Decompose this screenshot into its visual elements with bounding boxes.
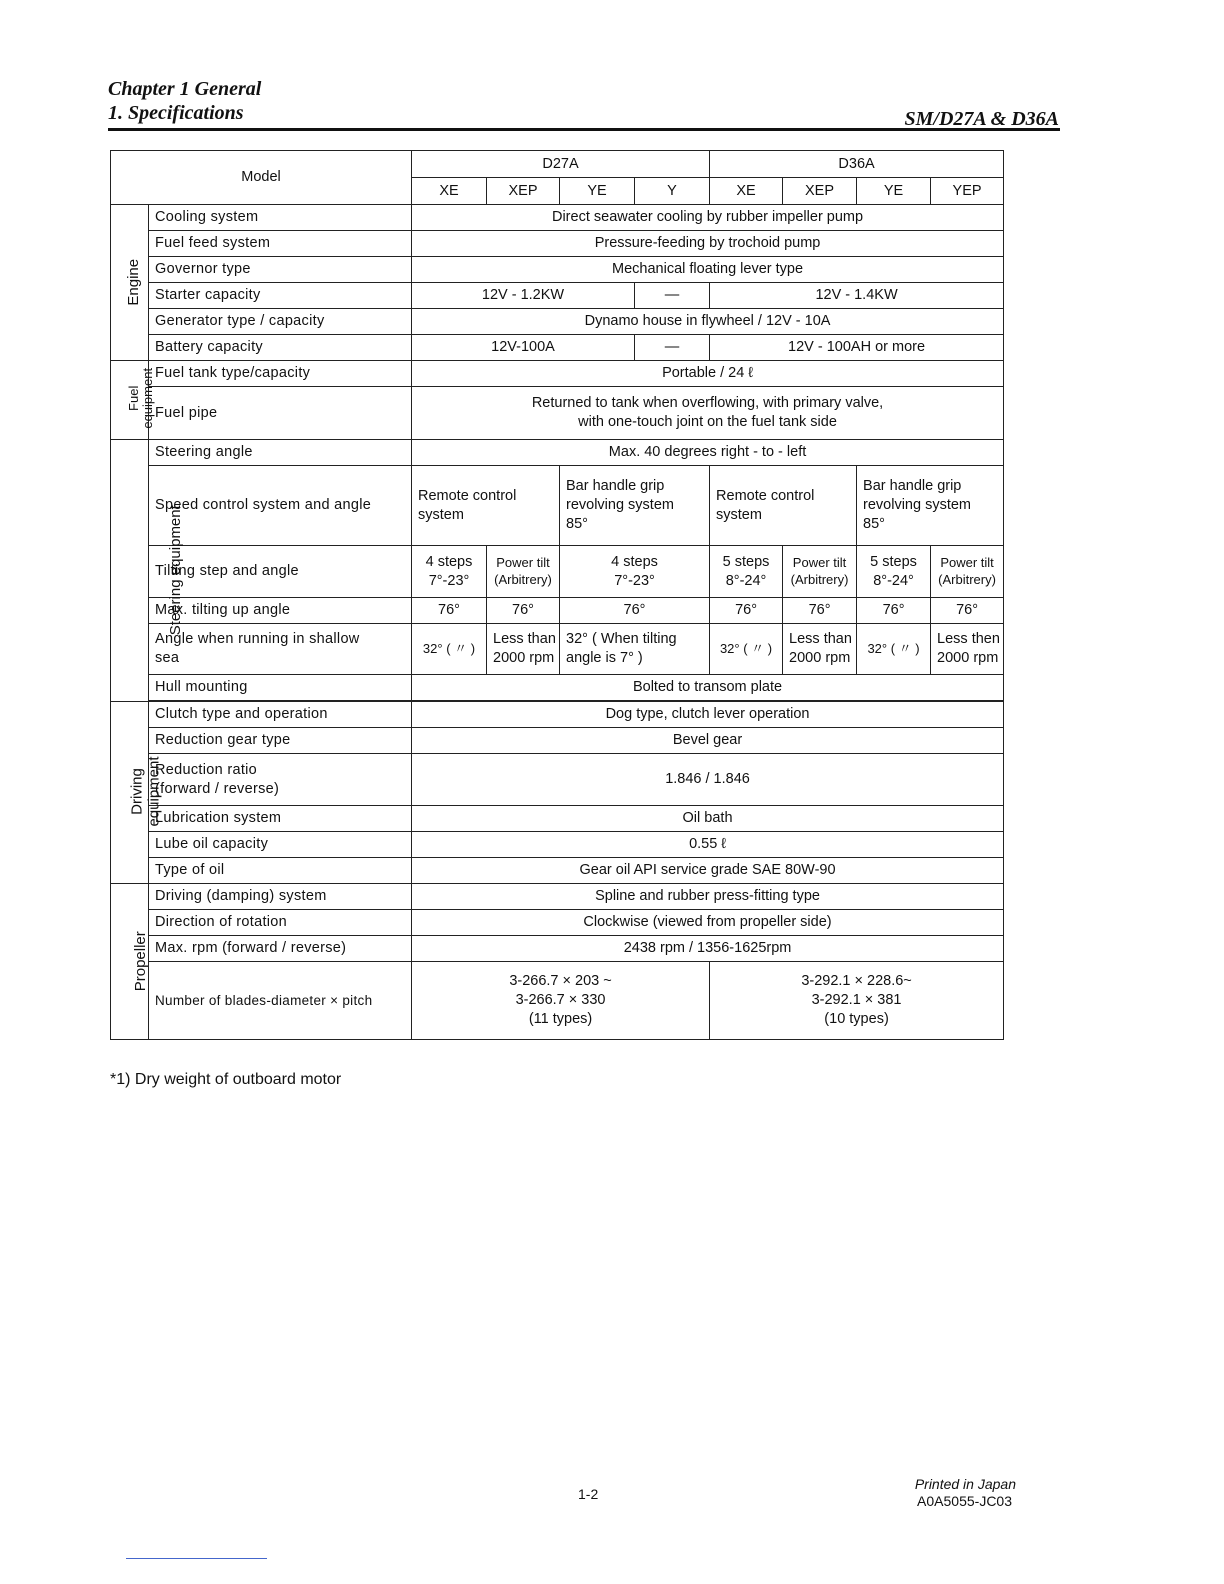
row-value: 4 steps 7°-23° <box>412 546 487 598</box>
row-value: 12V - 100AH or more <box>710 335 1004 361</box>
row-value: Spline and rubber press-fitting type <box>412 884 1004 910</box>
row-value: Bar handle grip revolving system 85° <box>857 466 1004 546</box>
row-value: 76° <box>710 598 783 624</box>
variant-header: XEP <box>487 178 560 205</box>
row-label: Max. rpm (forward / reverse) <box>149 936 412 962</box>
table-row <box>111 754 1004 806</box>
table-row <box>111 387 1004 440</box>
chapter-title: Chapter 1 General <box>108 78 262 100</box>
variant-header: YEP <box>931 178 1004 205</box>
row-label: Tilting step and angle <box>149 546 412 598</box>
model-label: Model <box>111 151 412 205</box>
row-label: Clutch type and operation <box>149 702 412 728</box>
row-value: Less then 2000 rpm <box>931 624 1004 675</box>
row-value: Mechanical floating lever type <box>412 257 1004 283</box>
row-value: Returned to tank when overflowing, with primary valve, with one-touch joint on the fuel tank side <box>412 387 1004 440</box>
row-value: 3-266.7 × 203 ~ 3-266.7 × 330 (11 types) <box>412 962 710 1040</box>
row-value: 12V - 1.2KW <box>412 283 635 309</box>
row-value: Power tilt (Arbitrery) <box>783 546 857 598</box>
row-value: Dog type, clutch lever operation <box>412 702 1004 728</box>
printed-in: Printed in Japan <box>914 1476 1016 1492</box>
table-row <box>111 728 1004 754</box>
row-label: Steering angle <box>149 440 412 466</box>
variant-header: XEP <box>783 178 857 205</box>
row-value: Pressure-feeding by trochoid pump <box>412 231 1004 257</box>
table-row <box>111 151 1004 178</box>
section-title: 1. Specifications <box>108 102 244 124</box>
row-value: 12V-100A <box>412 335 635 361</box>
row-value: 32° ( When tilting angle is 7° ) <box>560 624 710 675</box>
row-value: 76° <box>857 598 931 624</box>
row-value: 32° ( 〃 ) <box>857 624 931 675</box>
footnote: *1) Dry weight of outboard motor <box>110 1071 342 1088</box>
table-row <box>111 231 1004 257</box>
row-value: Bevel gear <box>412 728 1004 754</box>
table-row <box>111 962 1004 1040</box>
d36a-header: D36A <box>710 151 1004 178</box>
row-label: Angle when running in shallow sea <box>149 624 412 675</box>
group-driving-equipment: Driving equipment <box>111 702 149 884</box>
table-row <box>111 702 1004 728</box>
row-value: Remote control system <box>412 466 560 546</box>
variant-header: YE <box>857 178 931 205</box>
row-label: Lubrication system <box>149 806 412 832</box>
d27a-header: D27A <box>412 151 710 178</box>
table-row <box>111 361 1004 387</box>
model-header: SM/D27A & D36A <box>904 108 1059 130</box>
specifications-table <box>110 150 1004 1040</box>
row-label: Governor type <box>149 257 412 283</box>
table-row <box>111 806 1004 832</box>
table-row <box>111 283 1004 309</box>
row-value: Power tilt (Arbitrery) <box>931 546 1004 598</box>
table-row <box>111 936 1004 962</box>
row-value: 5 steps 8°-24° <box>710 546 783 598</box>
group-engine: Engine <box>111 205 149 361</box>
table-row <box>111 624 1004 675</box>
variant-header: XE <box>710 178 783 205</box>
row-value: Remote control system <box>710 466 857 546</box>
row-label: Driving (damping) system <box>149 884 412 910</box>
row-value: 0.55 ℓ <box>412 832 1004 858</box>
row-value: Bar handle grip revolving system 85° <box>560 466 710 546</box>
row-value: Direct seawater cooling by rubber impeller pump <box>412 205 1004 231</box>
row-value: 32° ( 〃 ) <box>710 624 783 675</box>
row-label: Speed control system and angle <box>149 466 412 546</box>
row-label: Fuel feed system <box>149 231 412 257</box>
row-value: Less than 2000 rpm <box>487 624 560 675</box>
row-label: Type of oil <box>149 858 412 884</box>
table-row <box>111 884 1004 910</box>
row-value: 76° <box>412 598 487 624</box>
row-value: — <box>635 335 710 361</box>
row-value: 2438 rpm / 1356-1625rpm <box>412 936 1004 962</box>
row-value: 1.846 / 1.846 <box>412 754 1004 806</box>
group-propeller: Propeller <box>111 884 149 1040</box>
group-fuel-equipment: Fuel equipment <box>111 361 149 440</box>
row-value: Max. 40 degrees right - to - left <box>412 440 1004 466</box>
row-value: 12V - 1.4KW <box>710 283 1004 309</box>
row-value: 76° <box>560 598 710 624</box>
row-value: Portable / 24 ℓ <box>412 361 1004 387</box>
variant-header: YE <box>560 178 635 205</box>
row-label: Max. tilting up angle <box>149 598 412 624</box>
row-label: Direction of rotation <box>149 910 412 936</box>
header-rule <box>108 128 1060 131</box>
row-value: Power tilt (Arbitrery) <box>487 546 560 598</box>
row-value: Dynamo house in flywheel / 12V - 10A <box>412 309 1004 335</box>
row-label: Fuel pipe <box>149 387 412 440</box>
row-label: Hull mounting <box>149 675 412 701</box>
row-value: 5 steps 8°-24° <box>857 546 931 598</box>
row-value: — <box>635 283 710 309</box>
document-code: A0A5055-JC03 <box>917 1493 1012 1509</box>
table-row <box>111 910 1004 936</box>
row-value: Clockwise (viewed from propeller side) <box>412 910 1004 936</box>
row-value: Bolted to transom plate <box>412 675 1004 701</box>
row-value: 3-292.1 × 228.6~ 3-292.1 × 381 (10 types) <box>710 962 1004 1040</box>
table-row <box>111 598 1004 624</box>
row-value: Gear oil API service grade SAE 80W-90 <box>412 858 1004 884</box>
page-number: 1-2 <box>578 1486 599 1502</box>
group-steering-equipment: Steering equipment <box>111 440 149 702</box>
table-row <box>111 675 1004 701</box>
row-label: Reduction gear type <box>149 728 412 754</box>
table-row <box>111 546 1004 598</box>
table-row <box>111 257 1004 283</box>
table-row <box>111 858 1004 884</box>
row-value: Oil bath <box>412 806 1004 832</box>
row-value: 76° <box>931 598 1004 624</box>
table-row <box>111 205 1004 231</box>
variant-header: Y <box>635 178 710 205</box>
row-label: Battery capacity <box>149 335 412 361</box>
table-row <box>111 335 1004 361</box>
row-label: Cooling system <box>149 205 412 231</box>
table-row <box>111 440 1004 466</box>
row-value: 32° ( 〃 ) <box>412 624 487 675</box>
row-value: Less than 2000 rpm <box>783 624 857 675</box>
row-label: Fuel tank type/capacity <box>149 361 412 387</box>
row-value: 76° <box>487 598 560 624</box>
table-row <box>111 309 1004 335</box>
row-value: 76° <box>783 598 857 624</box>
row-label: Lube oil capacity <box>149 832 412 858</box>
table-row <box>111 832 1004 858</box>
row-label: Number of blades-diameter × pitch <box>149 962 412 1040</box>
row-label: Starter capacity <box>149 283 412 309</box>
link-underline <box>126 1558 267 1559</box>
row-label: Generator type / capacity <box>149 309 412 335</box>
table-row <box>111 466 1004 546</box>
row-value: 4 steps 7°-23° <box>560 546 710 598</box>
row-label: Reduction ratio (forward / reverse) <box>149 754 412 806</box>
variant-header: XE <box>412 178 487 205</box>
